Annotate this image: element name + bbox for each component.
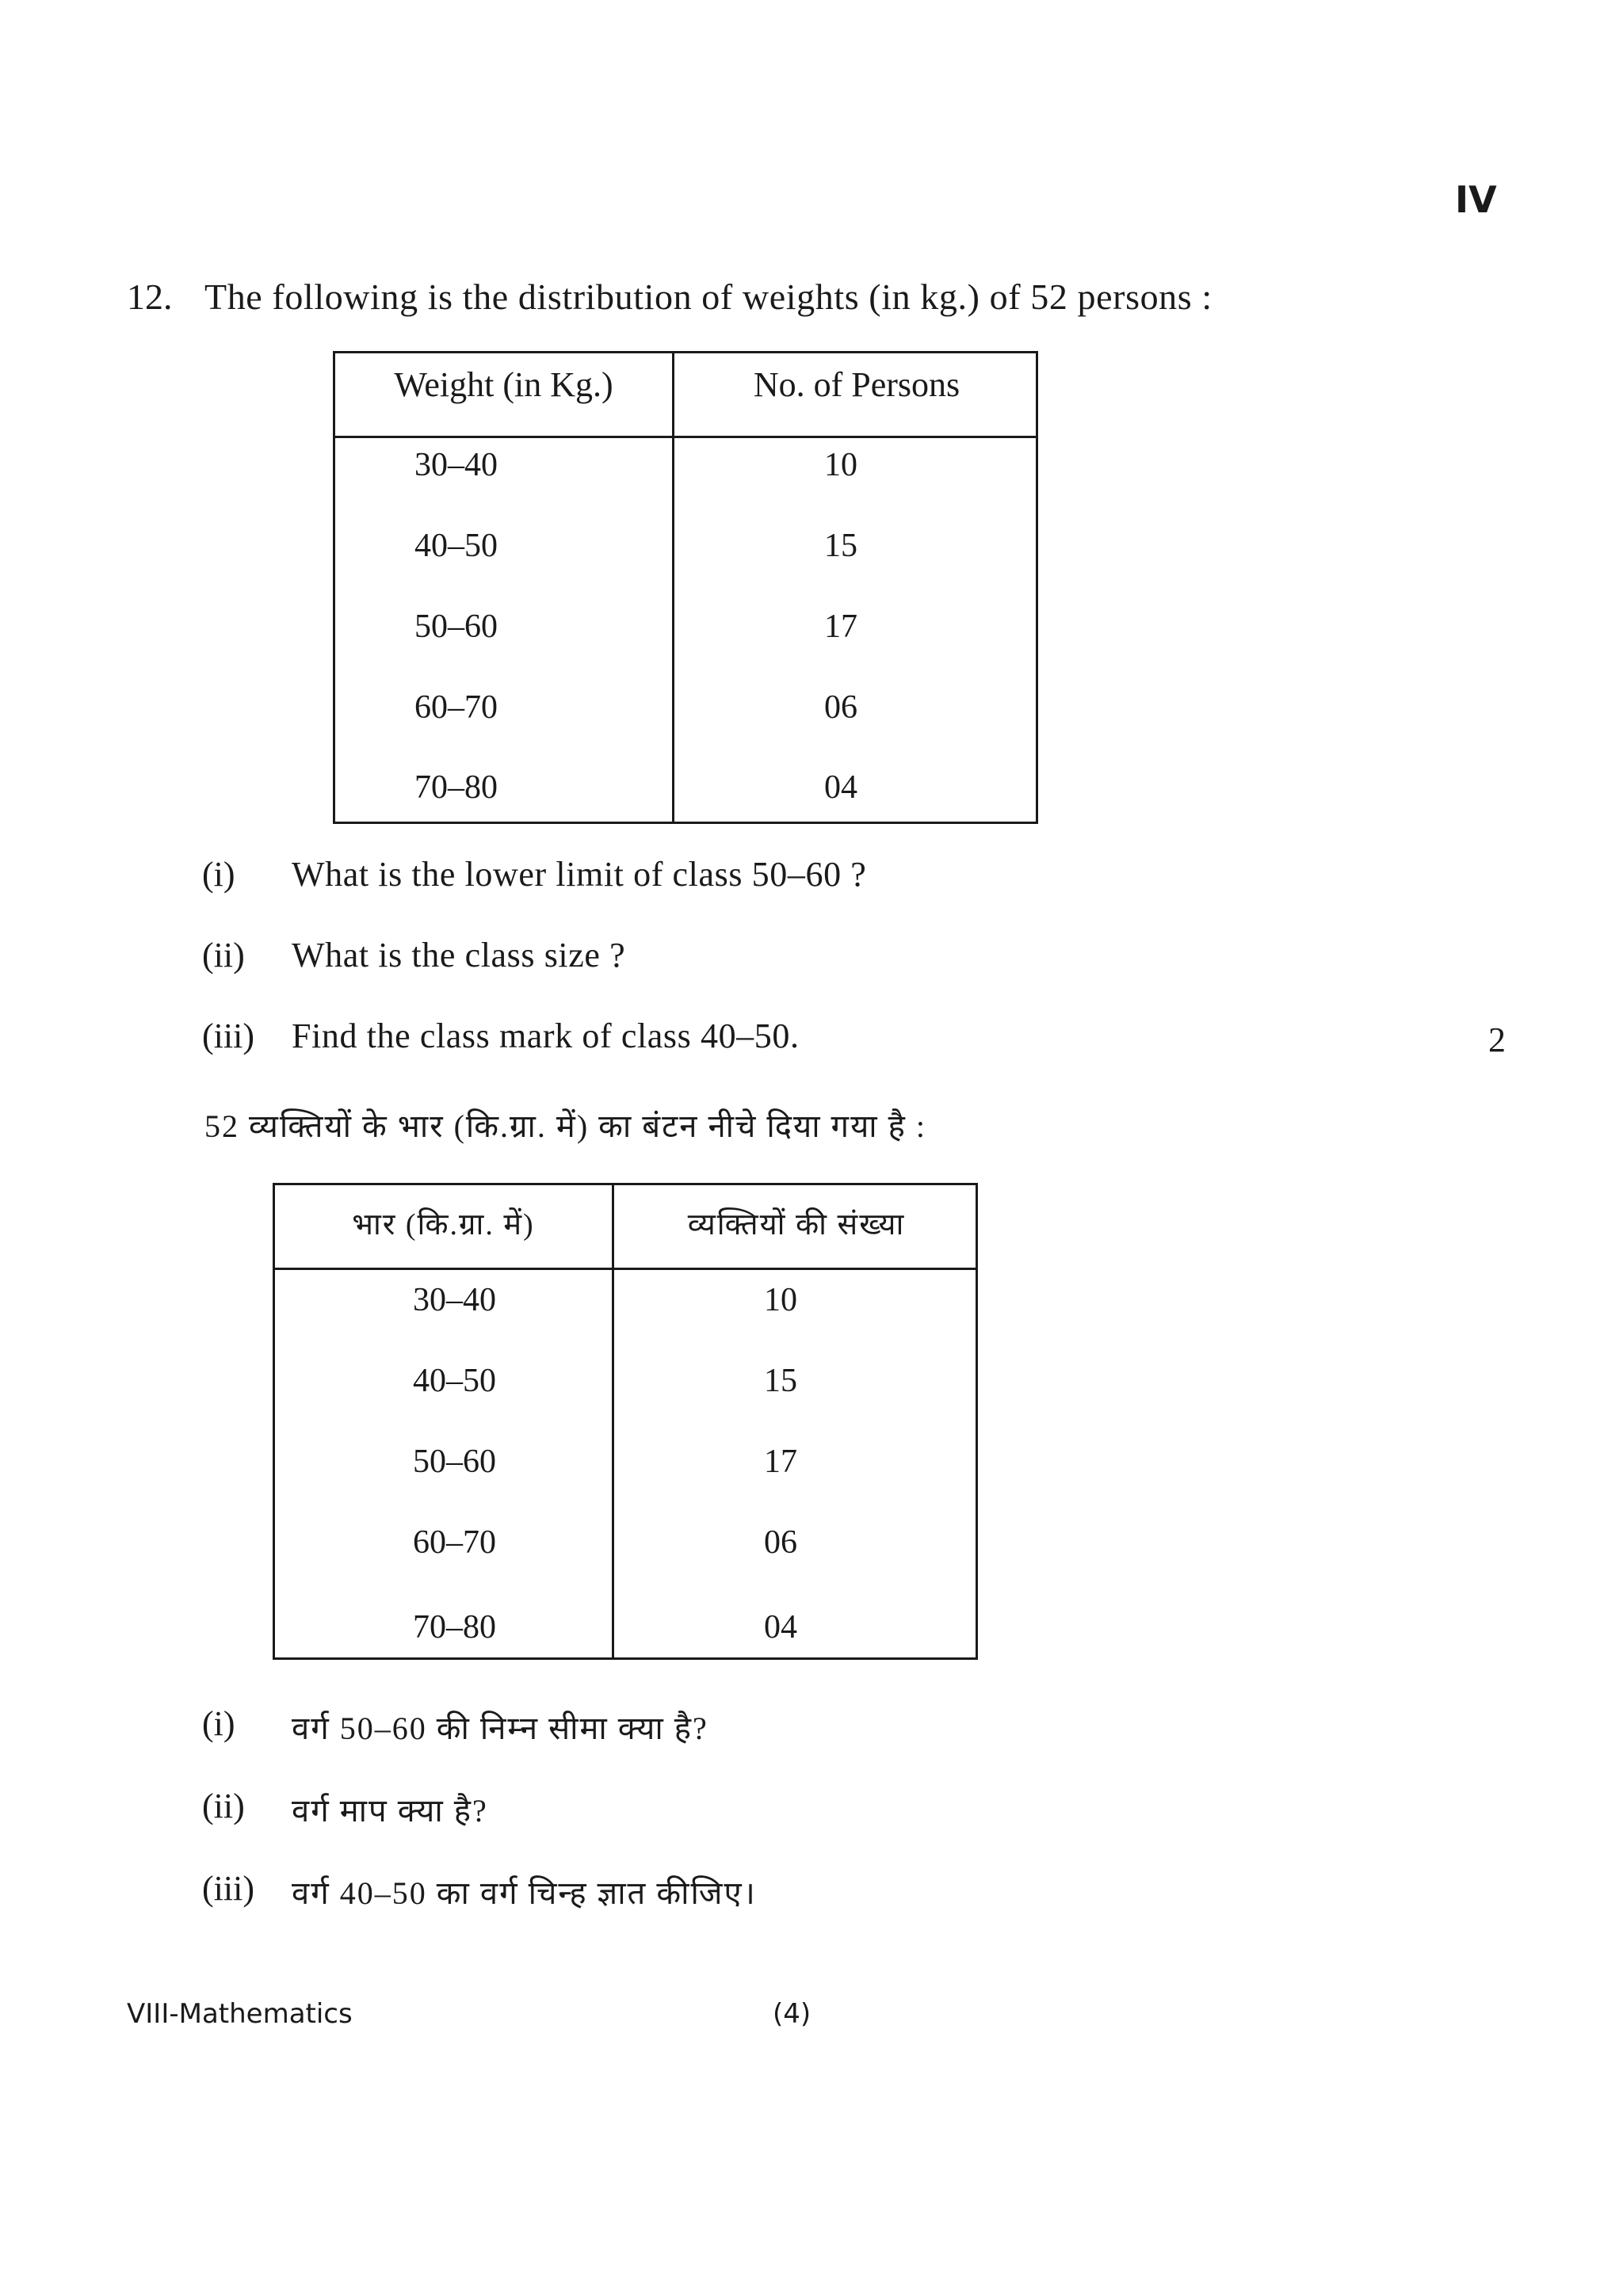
table-header-persons: No. of Persons	[753, 365, 960, 404]
table-cell-class: 70–80	[413, 1609, 496, 1646]
sub-question-label: (iii)	[202, 1016, 254, 1055]
sub-question-text: वर्ग 50–60 की निम्न सीमा क्या है?	[292, 1711, 708, 1746]
table-cell-count: 06	[764, 1524, 797, 1561]
table-cell-count: 15	[764, 1363, 797, 1399]
table-cell-class: 50–60	[414, 608, 498, 645]
set-code: IV	[1455, 178, 1497, 221]
table-cell-count: 10	[824, 447, 857, 483]
sub-question-text: वर्ग माप क्या है?	[292, 1793, 488, 1829]
table-cell-class: 60–70	[413, 1524, 496, 1561]
question-stem-hindi: 52 व्यक्तियों के भार (कि.ग्रा. में) का बंटन नीचे दिया गया है :	[204, 1108, 926, 1144]
table-cell-class: 40–50	[414, 528, 498, 564]
weights-table-hindi	[273, 1183, 978, 1660]
sub-question-label: (i)	[202, 855, 235, 894]
table-column-divider	[612, 1185, 614, 1657]
table-cell-class: 40–50	[413, 1363, 496, 1399]
table-cell-count: 04	[824, 769, 857, 806]
sub-question-text: What is the lower limit of class 50–60 ?	[292, 855, 867, 894]
table-column-divider	[672, 353, 674, 822]
table-header-divider	[335, 436, 1036, 438]
sub-question-label: (iii)	[202, 1869, 254, 1908]
question-stem-english: The following is the distribution of weights (in kg.) of 52 persons :	[204, 277, 1212, 317]
table-cell-class: 50–60	[413, 1444, 496, 1480]
sub-question-text: वर्ग 40–50 का वर्ग चिन्ह ज्ञात कीजिए।	[292, 1875, 757, 1911]
table-cell-count: 04	[764, 1609, 797, 1646]
table-cell-count: 15	[824, 528, 857, 564]
sub-question-text: Find the class mark of class 40–50.	[292, 1016, 800, 1055]
table-header-weight: Weight (in Kg.)	[394, 365, 613, 404]
table-cell-class: 60–70	[414, 689, 498, 726]
table-header-divider	[275, 1268, 976, 1270]
table-header-persons: व्यक्तियों की संख्या	[687, 1208, 906, 1241]
footer-subject: VIII-Mathematics	[127, 1998, 353, 2030]
sub-question-text: What is the class size ?	[292, 936, 626, 974]
table-header-weight: भार (कि.ग्रा. में)	[352, 1208, 535, 1241]
sub-question-label: (ii)	[202, 936, 245, 974]
table-cell-count: 10	[764, 1282, 797, 1318]
question-marks: 2	[1488, 1020, 1506, 1059]
table-cell-count: 17	[824, 608, 857, 645]
table-cell-class: 30–40	[413, 1282, 496, 1318]
table-cell-class: 70–80	[414, 769, 498, 806]
question-number: 12.	[127, 277, 173, 317]
sub-question-label: (i)	[202, 1704, 235, 1743]
sub-question-label: (ii)	[202, 1787, 245, 1825]
table-cell-class: 30–40	[414, 447, 498, 483]
weights-table-english	[333, 351, 1038, 824]
table-cell-count: 17	[764, 1444, 797, 1480]
footer-page-number: (4)	[773, 1998, 812, 2030]
table-cell-count: 06	[824, 689, 857, 726]
